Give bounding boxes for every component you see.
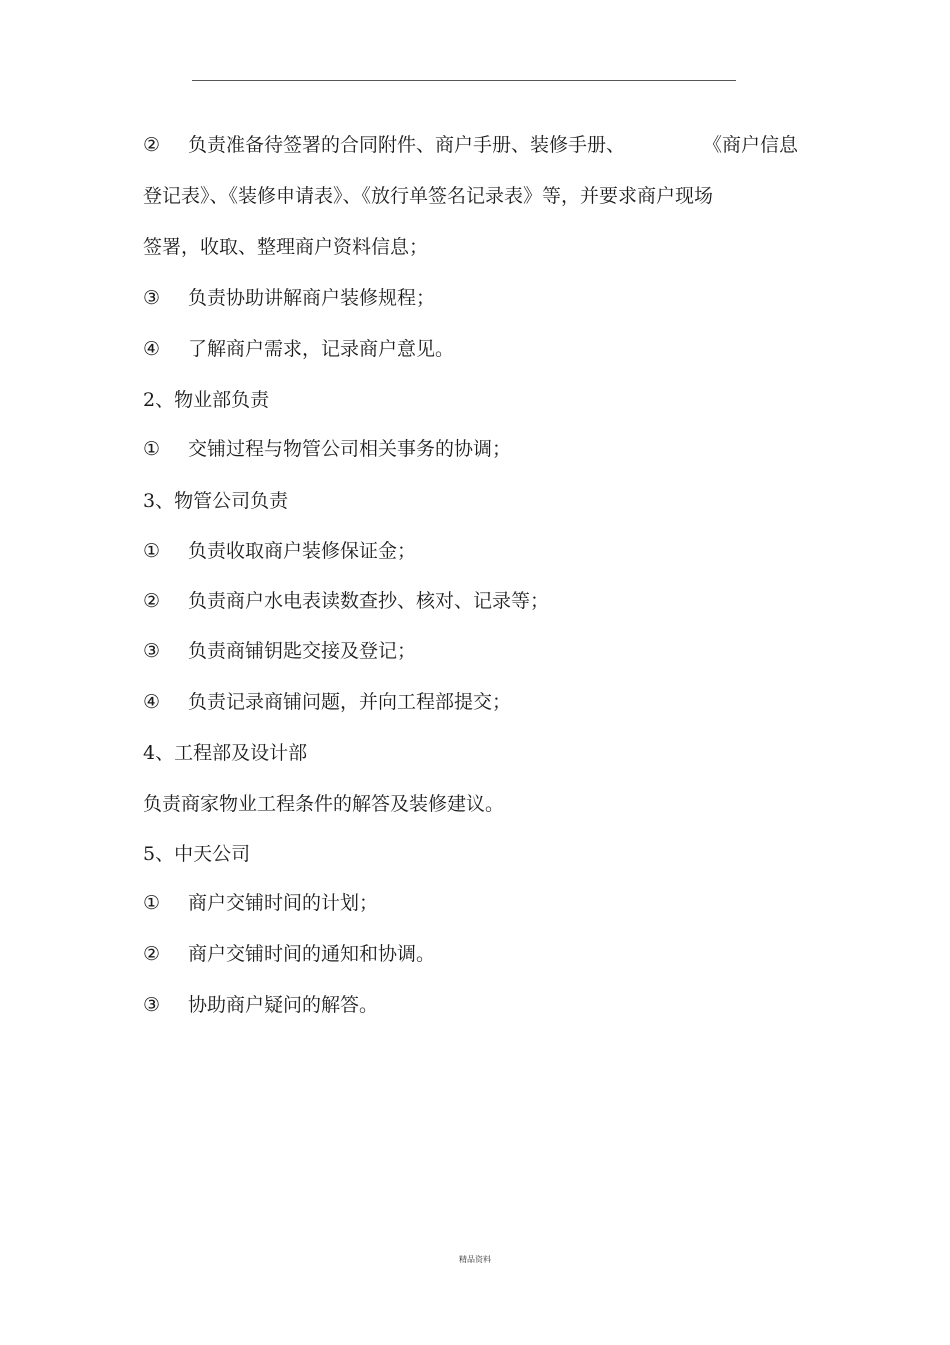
list-marker: ③ <box>143 640 161 662</box>
line-text: 5、中天公司 <box>143 843 251 865</box>
line-text: 负责商户水电表读数查抄、核对、记录等； <box>188 590 550 612</box>
line-text: 3、物管公司负责 <box>143 490 289 512</box>
line-text: 负责准备待签署的合同附件、商户手册、装修手册、 <box>188 134 626 156</box>
text-line <box>143 235 428 259</box>
list-marker: ① <box>143 540 161 562</box>
list-marker: ① <box>143 892 161 914</box>
text-line <box>143 792 504 816</box>
section-heading <box>143 388 269 412</box>
line-text: 负责收取商户装修保证金； <box>188 540 417 562</box>
list-marker: ② <box>143 590 161 612</box>
line-text: 负责协助讲解商户装修规程； <box>188 287 436 309</box>
section-heading <box>143 489 288 513</box>
line-text: 签署，收取、整理商户资料信息； <box>143 236 429 258</box>
list-item <box>143 942 435 966</box>
line-text: 负责记录商铺问题，并向工程部提交； <box>188 691 512 713</box>
line-text: 交铺过程与物管公司相关事务的协调； <box>188 438 512 460</box>
list-item <box>143 539 416 563</box>
list-item <box>143 639 416 663</box>
line-text: 负责商铺钥匙交接及登记； <box>188 640 417 662</box>
line-text-continued: 《商户信息 <box>703 134 799 156</box>
line-text: 2、物业部负责 <box>143 389 270 411</box>
line-text: 4、工程部及设计部 <box>143 742 308 764</box>
list-item <box>143 993 378 1017</box>
list-marker: ② <box>143 134 161 156</box>
page-footer: 精品资料 <box>459 1255 491 1264</box>
line-text: 协助商户疑问的解答。 <box>188 994 379 1016</box>
list-marker: ④ <box>143 338 161 360</box>
list-marker: ① <box>143 438 161 460</box>
header-rule <box>192 80 736 81</box>
text-line <box>143 184 713 208</box>
list-marker: ③ <box>143 287 161 309</box>
list-item <box>143 891 378 915</box>
list-marker: ② <box>143 943 161 965</box>
list-item <box>143 337 454 361</box>
text-line <box>143 133 798 157</box>
list-marker: ④ <box>143 691 161 713</box>
line-text: 商户交铺时间的通知和协调。 <box>188 943 436 965</box>
line-text: 商户交铺时间的计划； <box>188 892 379 914</box>
list-marker: ③ <box>143 994 161 1016</box>
section-heading <box>143 842 250 866</box>
list-item <box>143 690 511 714</box>
list-item <box>143 589 549 613</box>
section-heading <box>143 741 307 765</box>
list-item <box>143 286 435 310</box>
line-text: 负责商家物业工程条件的解答及装修建议。 <box>143 793 505 815</box>
line-text: 了解商户需求，记录商户意见。 <box>188 338 455 360</box>
line-text: 登记表》、《装修申请表》、《放行单签名记录表》等，并要求商户现场 <box>143 185 714 207</box>
list-item <box>143 437 511 461</box>
